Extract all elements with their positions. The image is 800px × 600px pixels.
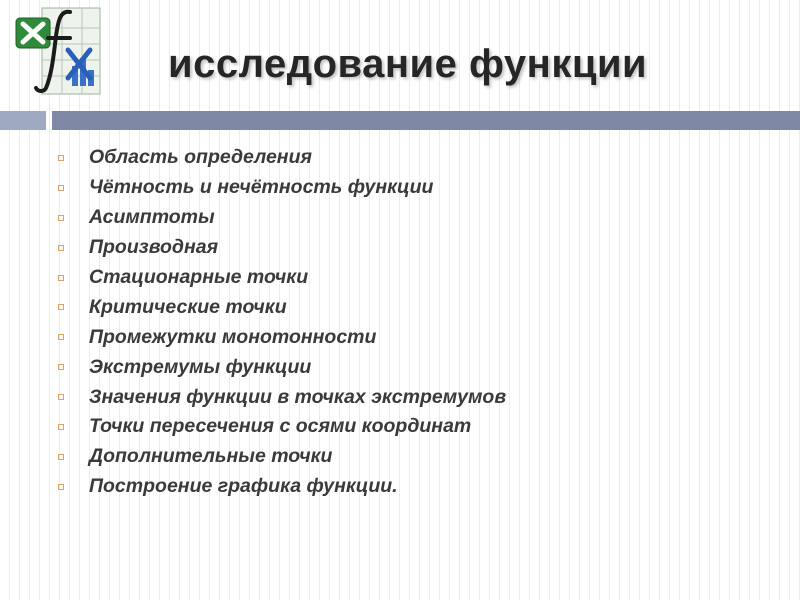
bullet-square-icon xyxy=(58,484,64,490)
list-item xyxy=(58,322,506,352)
list-item-text: Стационарные точки xyxy=(89,266,309,288)
list-item xyxy=(58,412,506,442)
list-item-text: Дополнительные точки xyxy=(89,445,333,468)
list-item xyxy=(58,472,506,502)
list-item xyxy=(58,292,506,322)
list-item-text: Производная xyxy=(89,236,219,259)
list-item xyxy=(58,143,506,173)
list-item xyxy=(58,173,506,203)
list-item-text: Точки пересечения с осями координат xyxy=(89,415,472,438)
list-item-text: Значения функции в точках экстремумов xyxy=(89,385,507,408)
title-rule-left xyxy=(0,111,46,130)
function-study-steps xyxy=(58,143,506,502)
list-item-text: Чётность и нечётность функции xyxy=(89,176,434,199)
list-item-text: Асимптоты xyxy=(89,206,215,229)
bullet-square-icon xyxy=(58,394,64,400)
bullet-square-icon xyxy=(58,215,64,221)
list-item xyxy=(58,263,506,293)
list-item-text: Построение графика функции. xyxy=(89,475,398,498)
title-rule xyxy=(52,111,800,130)
list-item xyxy=(58,382,506,412)
bullet-square-icon xyxy=(58,275,64,281)
bullet-square-icon xyxy=(58,454,64,460)
bullet-square-icon xyxy=(58,304,64,310)
list-item xyxy=(58,442,506,472)
list-item xyxy=(58,352,506,382)
list-item-text: Область определения xyxy=(89,146,312,169)
list-item-text: Экстремумы функции xyxy=(89,355,312,378)
list-item-text: Промежутки монотонности xyxy=(89,325,377,348)
list-item xyxy=(58,203,506,233)
bullet-square-icon xyxy=(58,334,64,340)
bullet-square-icon xyxy=(58,155,64,161)
bullet-square-icon xyxy=(58,245,64,251)
list-item xyxy=(58,233,506,263)
list-item-text: Критические точки xyxy=(89,295,287,318)
bullet-square-icon xyxy=(58,424,64,430)
bullet-square-icon xyxy=(58,185,64,191)
slide-title: исследование функции xyxy=(168,42,648,86)
excel-fx-icon xyxy=(12,4,104,96)
bullet-square-icon xyxy=(58,364,64,370)
